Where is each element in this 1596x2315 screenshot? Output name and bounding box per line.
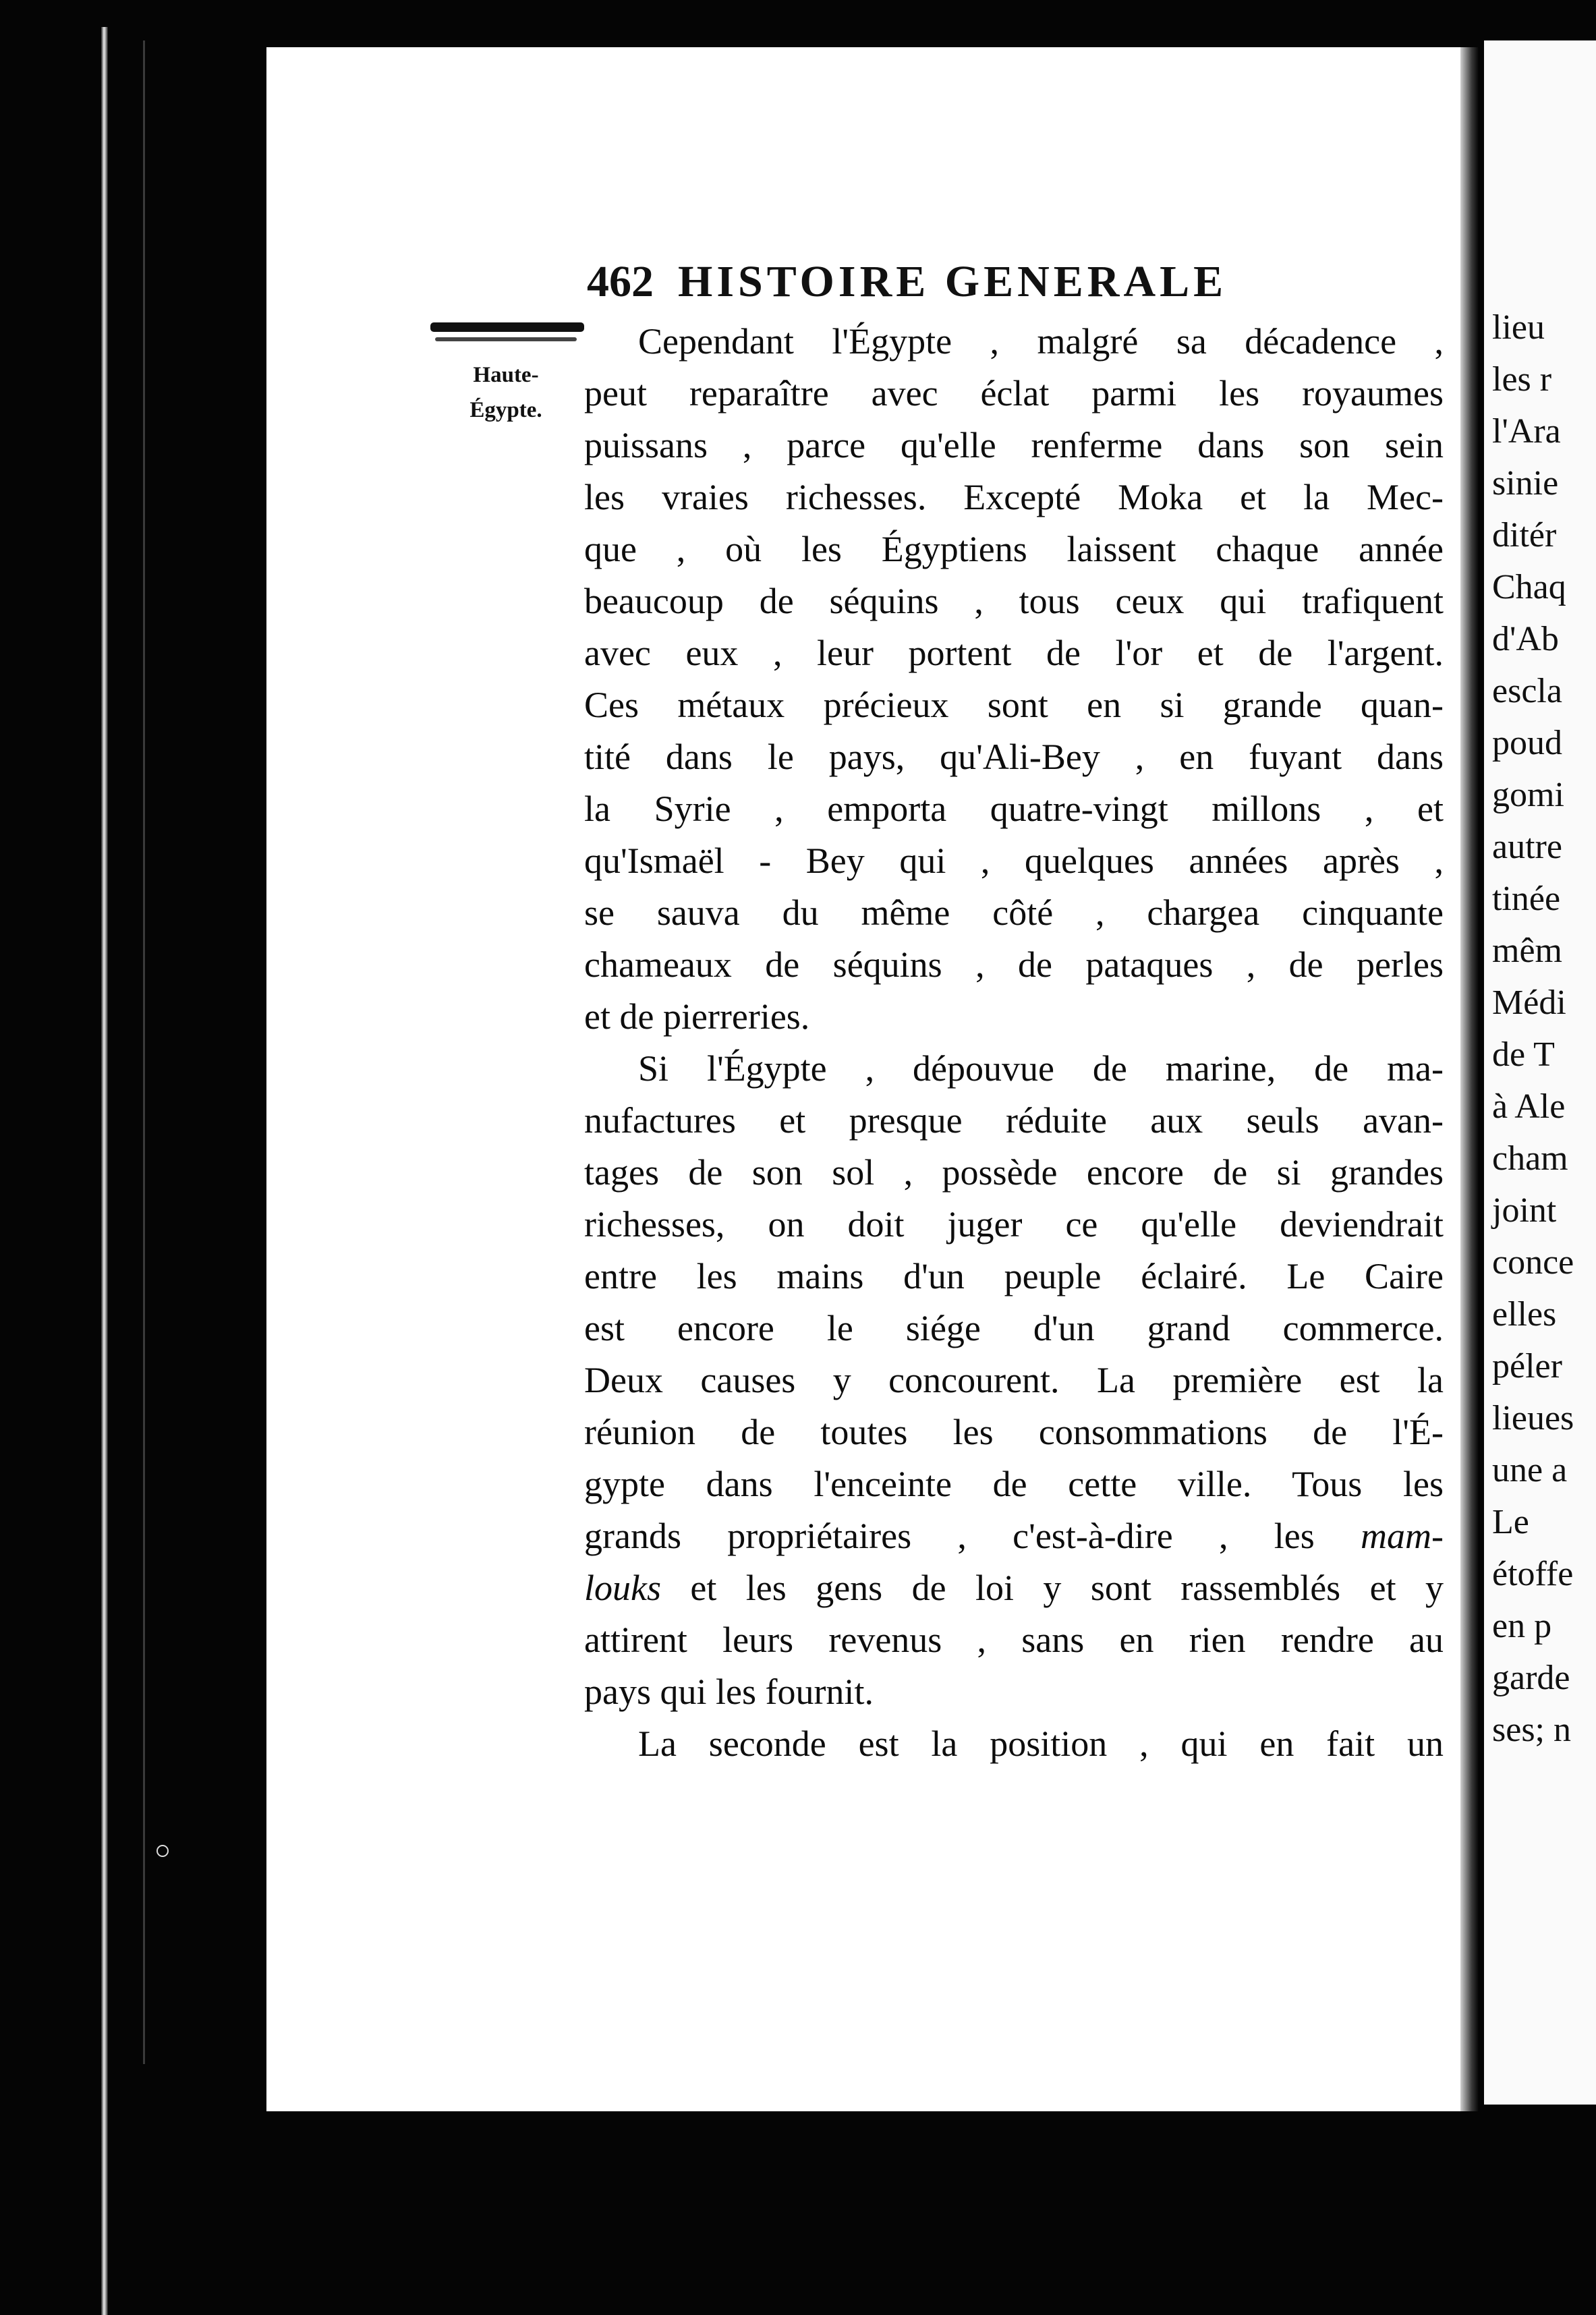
facing-page-line: l'Ara <box>1492 412 1561 451</box>
text-line: qu'Ismaël - Bey qui , quelques années après , <box>584 840 1444 881</box>
binding-edge <box>101 27 108 2315</box>
facing-page-line: garde <box>1492 1659 1570 1697</box>
margin-rule <box>430 322 584 332</box>
text-line: avec eux , leur portent de l'or et de l'argent. <box>584 633 1444 673</box>
margin-note-line: Égypte. <box>469 398 542 422</box>
scan-speck <box>156 1845 169 1857</box>
facing-page-line: Chaq <box>1492 568 1566 606</box>
text-line: réunion de toutes les consommations de l'É- <box>584 1412 1444 1452</box>
facing-page-line: d'Ab <box>1492 620 1559 658</box>
facing-page-line: en p <box>1492 1607 1552 1645</box>
facing-page-line: ses; n <box>1492 1711 1571 1749</box>
text-line: nufactures et presque réduite aux seuls avan- <box>584 1100 1444 1141</box>
facing-page-line: mêm <box>1492 932 1562 970</box>
text-line: La seconde est la position , qui en fait un <box>638 1723 1444 1764</box>
text-line: les vraies richesses. Excepté Moka et la Mec- <box>584 477 1444 517</box>
text-line: tages de son sol , possède encore de si grandes <box>584 1152 1444 1193</box>
text-line: et de pierreries. <box>584 996 810 1037</box>
italic-word: mam- <box>1361 1516 1444 1556</box>
text-line: beaucoup de séquins , tous ceux qui trafiquent <box>584 581 1444 621</box>
facing-page-line: elles <box>1492 1295 1557 1334</box>
text-line: se sauva du même côté , chargea cinquante <box>584 892 1444 933</box>
facing-page-line: joint <box>1492 1191 1557 1230</box>
running-head <box>587 256 1396 308</box>
facing-page-line: tinée <box>1492 880 1561 918</box>
text-segment: et les gens de loi y sont rassemblés et y <box>661 1568 1444 1608</box>
facing-page <box>1484 40 1596 2105</box>
text-line: richesses, on doit juger ce qu'elle deviendrait <box>584 1204 1444 1245</box>
text-line: puissans , parce qu'elle renferme dans son sein <box>584 425 1444 465</box>
facing-page-line: escla <box>1492 672 1562 710</box>
facing-page-line: autre <box>1492 828 1562 866</box>
text-line <box>584 1562 1444 1614</box>
facing-page-line: une a <box>1492 1451 1568 1489</box>
text-line: Deux causes y concourent. La première est la <box>584 1360 1444 1400</box>
text-line: tité dans le pays, qu'Ali-Bey , en fuyant dans <box>584 737 1444 777</box>
text-line: Cependant l'Égypte , malgré sa décadence , <box>638 321 1444 362</box>
text-line: la Syrie , emporta quatre-vingt millons , et <box>584 789 1444 829</box>
facing-page-line: à Ale <box>1492 1087 1566 1126</box>
facing-page-line: poud <box>1492 724 1562 762</box>
facing-page-line: conce <box>1492 1243 1574 1282</box>
facing-page-line: gomi <box>1492 776 1564 814</box>
text-line: gypte dans l'enceinte de cette ville. Tous les <box>584 1464 1444 1504</box>
text-line: entre les mains d'un peuple éclairé. Le Caire <box>584 1256 1444 1296</box>
text-line: peut reparaître avec éclat parmi les royaumes <box>584 373 1444 413</box>
facing-page-line: lieu <box>1492 308 1545 347</box>
binding-shadow-line <box>143 40 145 2064</box>
facing-page-line: lieues <box>1492 1399 1574 1437</box>
facing-page-line: péler <box>1492 1347 1562 1385</box>
page-gutter-shadow <box>1460 47 1479 2111</box>
margin-rule-underline <box>435 337 577 341</box>
facing-page-line: Le <box>1492 1503 1529 1541</box>
text-line <box>584 1510 1444 1562</box>
running-title: HISTOIRE GENERALE <box>678 257 1228 306</box>
facing-page-line: de T <box>1492 1035 1555 1074</box>
italic-word: louks <box>584 1568 661 1608</box>
facing-page-line: étoffe <box>1492 1555 1574 1593</box>
text-line: Si l'Égypte , dépouvue de marine, de ma- <box>638 1048 1444 1089</box>
facing-page-line: Médi <box>1492 983 1566 1022</box>
text-line: attirent leurs revenus , sans en rien rendre au <box>584 1620 1444 1660</box>
text-line: pays qui les fournit. <box>584 1671 874 1712</box>
margin-note <box>445 358 567 428</box>
text-line: chameaux de séquins , de pataques , de perles <box>584 944 1444 985</box>
facing-page-line: les r <box>1492 360 1552 399</box>
text-line: Ces métaux précieux sont en si grande quan- <box>584 685 1444 725</box>
page-number: 462 <box>587 257 654 306</box>
facing-page-line: ditér <box>1492 516 1557 554</box>
text-line: que , où les Égyptiens laissent chaque année <box>584 529 1444 569</box>
text-line: est encore le siége d'un grand commerce. <box>584 1308 1444 1348</box>
facing-page-line: sinie <box>1492 464 1559 503</box>
body-text <box>584 316 1444 1770</box>
facing-page-line: cham <box>1492 1139 1568 1178</box>
text-segment: grands propriétaires , c'est-à-dire , les <box>584 1516 1361 1556</box>
margin-note-line: Haute- <box>473 363 539 387</box>
